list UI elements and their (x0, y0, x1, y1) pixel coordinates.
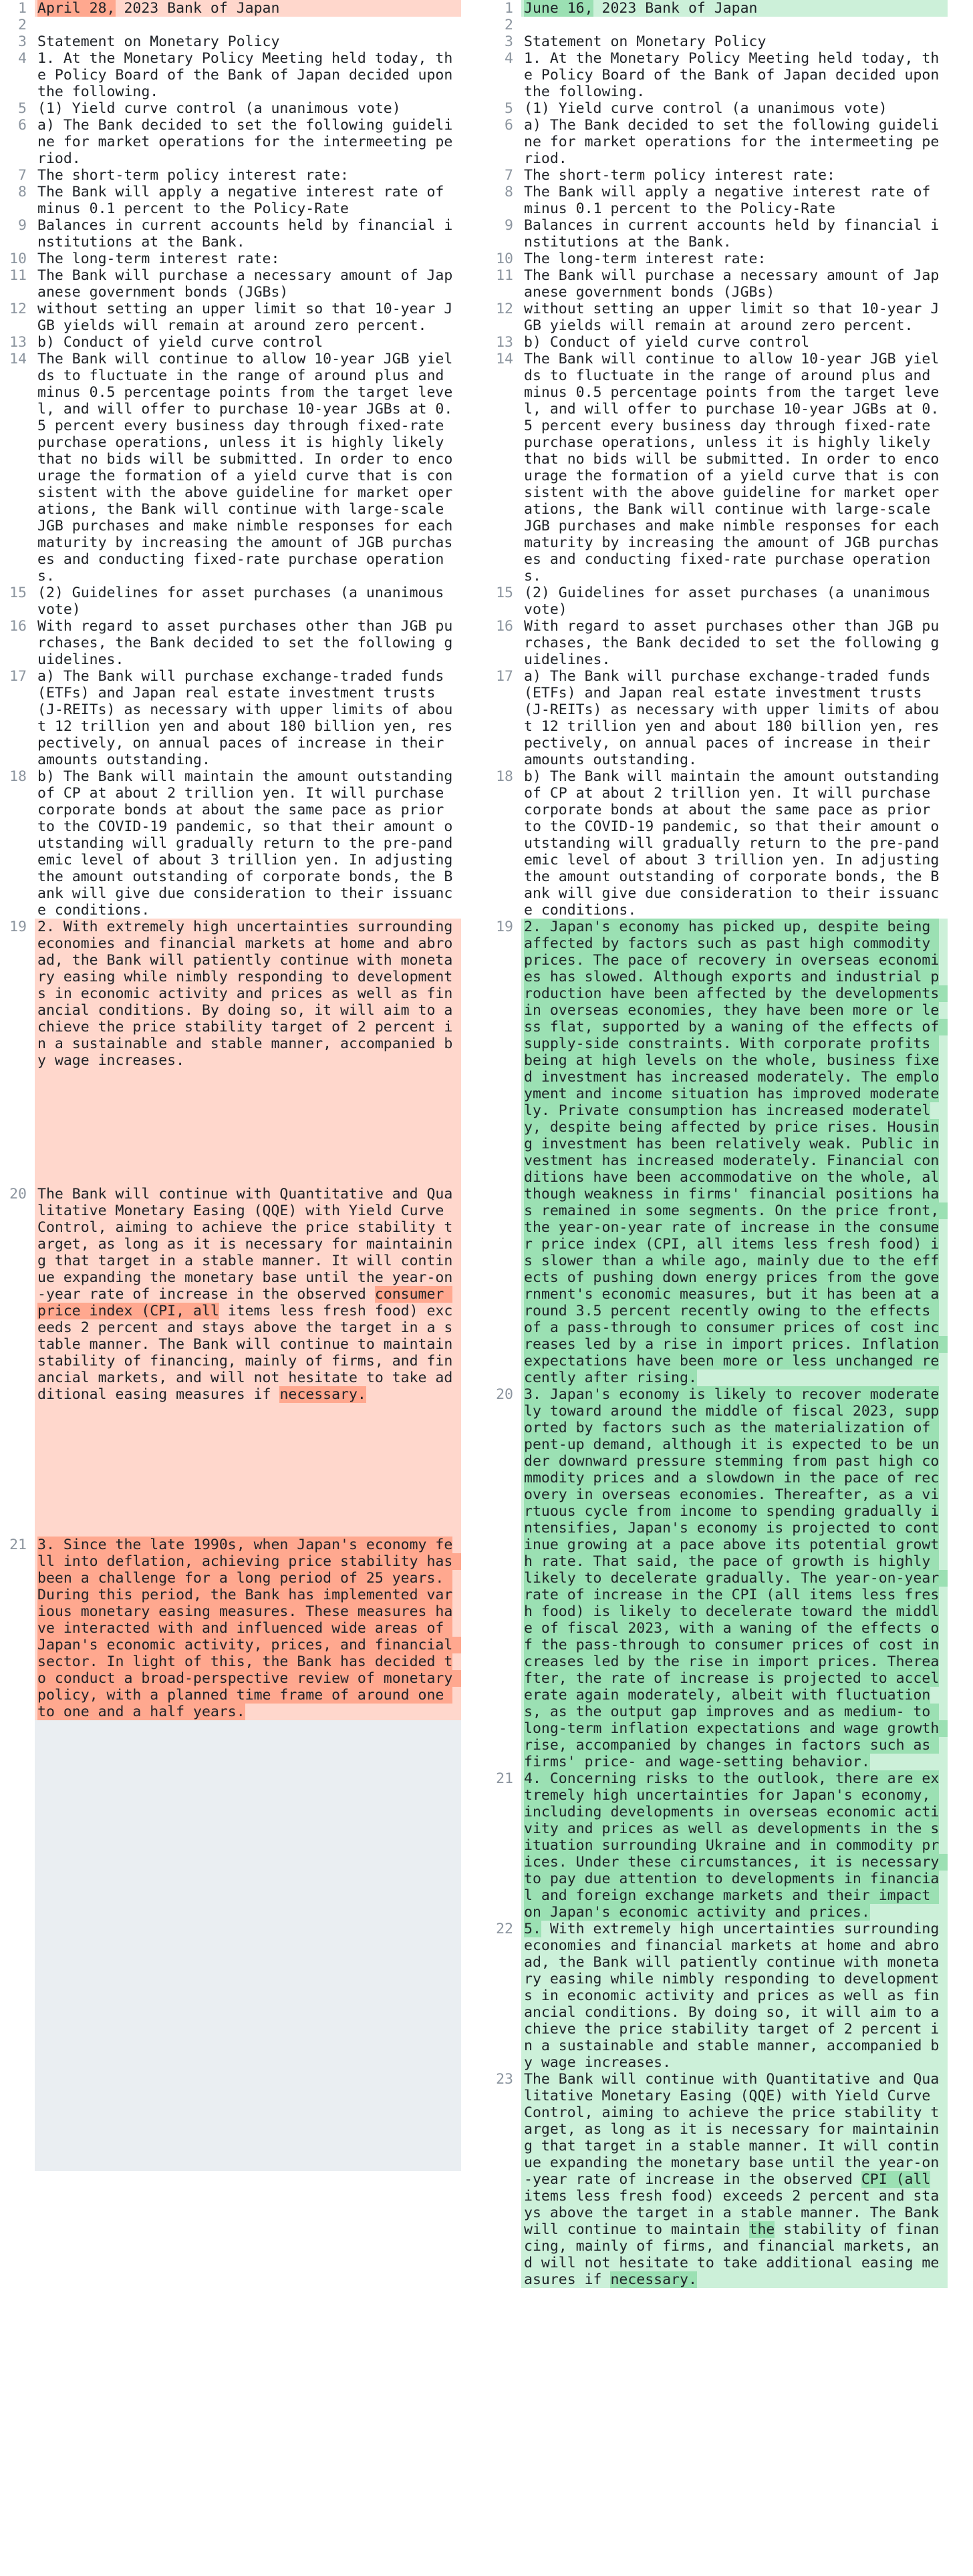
text-segment: b) The Bank will maintain the amount outstanding of CP at about 2 trillion yen. It will purchase corporate bonds at about the same pace as prior to the COVID-19 pandemic, so that their amount outstanding will gradually return to the pre-pandemic level of about 3 trillion yen. In adjusting the amount outstanding of corporate bonds, the Bank will give due consideration to their issuance conditions. (524, 768, 948, 919)
line-text (35, 50, 461, 100)
line-number: 20 (9, 1186, 27, 1202)
line-text (521, 267, 948, 301)
line-text (521, 100, 948, 117)
line-text (35, 267, 461, 301)
text-segment: Balances in current accounts held by financial institutions at the Bank. (524, 217, 940, 251)
line-number: 22 (496, 1921, 513, 1937)
diff-row (486, 117, 973, 167)
line-number: 19 (496, 919, 513, 935)
diff-row (486, 267, 973, 301)
diff-row (486, 2071, 973, 2288)
line-text (35, 768, 461, 919)
text-segment: Statement on Monetary Policy (37, 33, 280, 50)
line-number: 4 (505, 50, 513, 67)
text-segment: (1) Yield curve control (a unanimous vote) (524, 100, 887, 117)
diff-row (486, 1386, 973, 1770)
line-number: 17 (496, 668, 513, 685)
text-segment: The Bank will apply a negative interest rate of minus 0.1 percent to the Policy-Rate (524, 184, 940, 217)
changed-text: 3. Japan's economy is likely to recover moderately toward around the middle of fiscal 2023, supported by factors such as the materialization of pent-up demand, although it is expected to be under downward pressure stemming from past high commodity prices and a slowdown in the pace of recovery in overseas economies. Thereafter, as a virtuous cycle from income to spending gradually intensifies, Japan's economy is projected to continue growing at a pace above its potential growth rate. That said, the pace of growth is highly likely to decelerate gradually. The year-on-year rate of increase in the CPI (all items less fresh food) is likely to decelerate toward the middle of fiscal 2023, with a waning of the effects of the pass-through to consumer prices of cost increases led by the rise in import prices. Thereafter, the rate of increase is projected to accelerate again moderately, albeit with fluctuations, as the output gap improves and as medium- to long-term inflation expectations and wage growth rise, accompanied by changes in factors such as firms' price- and wage-setting behavior. (524, 1386, 948, 1770)
line-text (35, 184, 461, 217)
changed-text: 4. Concerning risks to the outlook, there are extremely high uncertainties for Japan's economy, including developments in overseas economic activity and prices as well as developments in the situation surrounding Ukraine and in commodity prices. Under these circumstances, it is necessary to pay due attention to developments in financial and foreign exchange markets and their impact on Japan's economic activity and prices. (524, 1770, 948, 1921)
text-segment: 2023 Bank of Japan (115, 0, 280, 17)
deleted-line (35, 1537, 461, 1720)
line-number: 14 (9, 351, 27, 367)
diff-row (0, 768, 486, 919)
diff-row (0, 117, 486, 167)
diff-row (486, 167, 973, 184)
diff-row (486, 33, 973, 50)
diff-row (486, 301, 973, 334)
line-text (521, 768, 948, 919)
text-segment: 2. With extremely high uncertainties surrounding economies and financial markets at home and abroad, the Bank will patiently continue with monetary easing while nimbly responding to developments in economic activity and prices as well as financial conditions. By doing so, it will aim to achieve the price stability target of 2 percent in a sustainable and stable manner, accompanied by wage increases. (37, 919, 462, 1069)
line-number: 18 (9, 768, 27, 785)
line-text (521, 117, 948, 167)
text-segment: Statement on Monetary Policy (524, 33, 767, 50)
line-number: 21 (496, 1770, 513, 1787)
diff-row (486, 618, 973, 668)
line-number: 16 (496, 618, 513, 635)
diff-row (486, 919, 973, 1386)
diff-row (0, 167, 486, 184)
text-segment: without setting an upper limit so that 10-year JGB yields will remain at around zero percent. (37, 301, 453, 334)
text-segment: without setting an upper limit so that 10-year JGB yields will remain at around zero percent. (524, 301, 940, 334)
diff-row (0, 17, 486, 33)
line-number: 8 (18, 184, 27, 200)
deleted-line (35, 919, 461, 1186)
text-segment: The Bank will continue to allow 10-year JGB yields to fluctuate in the range of around plus and minus 0.5 percentage points from the target level, and will offer to purchase 10-year JGBs at 0.5 percent every business day through fixed-rate purchase operations, unless it is highly likely that no bids will be submitted. In order to encourage the formation of a yield curve that is consistent with the above guideline for market operations, the Bank will continue with large-scale JGB purchases and make nimble responses for each maturity by increasing the amount of JGB purchases and conducting fixed-rate purchase operations. (524, 351, 948, 585)
line-number: 1 (505, 0, 513, 17)
diff-row (486, 351, 973, 585)
line-number: 20 (496, 1386, 513, 1403)
line-number: 19 (9, 919, 27, 935)
line-number: 13 (9, 334, 27, 351)
diff-row (486, 768, 973, 919)
deleted-line (35, 1186, 461, 1537)
diff-row (0, 919, 486, 1186)
diff-row (0, 184, 486, 217)
line-number: 18 (496, 768, 513, 785)
line-number: 10 (9, 251, 27, 267)
text-segment: Balances in current accounts held by financial institutions at the Bank. (37, 217, 453, 251)
text-segment: b) The Bank will maintain the amount outstanding of CP at about 2 trillion yen. It will purchase corporate bonds at about the same pace as prior to the COVID-19 pandemic, so that their amount outstanding will gradually return to the pre-pandemic level of about 3 trillion yen. In adjusting the amount outstanding of corporate bonds, the Bank will give due consideration to their issuance conditions. (37, 768, 462, 919)
line-text (35, 618, 461, 668)
diff-row (0, 33, 486, 50)
line-number: 10 (496, 251, 513, 267)
text-segment: The Bank will continue with Quantitative and Qualitative Monetary Easing (QQE) with Yield Curve Control, aiming to achieve the price stability target, as long as it is necessary for maintaining that target in a stable manner. It will continue expanding the monetary base until the year-on-year rate of increase in the observed (37, 1186, 453, 1303)
line-number: 2 (18, 17, 27, 33)
text-segment: a) The Bank will purchase exchange-traded funds (ETFs) and Japan real estate investment trusts (J-REITs) as necessary with upper limits of about 12 trillion yen and about 180 billion yen, respectively, on annual paces of increase in their amounts outstanding. (524, 668, 940, 768)
diff-row (486, 100, 973, 117)
line-number: 5 (505, 100, 513, 117)
line-text (521, 17, 948, 33)
changed-text: 2. Japan's economy has picked up, despite being affected by factors such as past high commodity prices. The pace of recovery in overseas economies has slowed. Although exports and industrial production have been affected by the developments in overseas economies, they have been more or less flat, supported by a waning of the effects of supply-side constraints. With corporate profits being at high levels on the whole, business fixed investment has increased moderately. The employment and income situation has improved moderately. Private consumption has increased moderately, despite being affected by price rises. Housing investment has been relatively weak. Public investment has increased moderately. Financial conditions have been accommodative on the whole, although weakness in firms' financial positions has remained in some segments. On the price front, the year-on-year rate of increase in the consumer price index (CPI, all items less fresh food) is slower than a while ago, mainly due to the effects of pushing down energy prices from the government's economic measures, but it has been at around 3.5 percent recently owing to the effects of a pass-through to consumer prices of cost increases led by a rise in import prices. Inflation expectations have been more or less unchanged recently after rising. (524, 919, 948, 1386)
text-segment: The Bank will continue with Quantitative and Qualitative Monetary Easing (QQE) with Yield Curve Control, aiming to achieve the price stability target, as long as it is necessary for maintaining that target in a stable manner. It will continue expanding the monetary base until the year-on-year rate of increase in the observed (524, 2071, 940, 2188)
line-number: 17 (9, 668, 27, 685)
line-text (521, 351, 948, 585)
text-segment: a) The Bank decided to set the following guideline for market operations for the intermeeting period. (37, 117, 453, 167)
diff-row (0, 301, 486, 334)
text-segment: b) Conduct of yield curve control (524, 334, 810, 351)
changed-text: the (748, 2221, 775, 2238)
line-number (0, 1720, 35, 2171)
text-segment: a) The Bank will purchase exchange-traded funds (ETFs) and Japan real estate investment trusts (J-REITs) as necessary with upper limits of about 12 trillion yen and about 180 billion yen, respectively, on annual paces of increase in their amounts outstanding. (37, 668, 453, 768)
text-segment: (2) Guidelines for asset purchases (a unanimous vote) (37, 585, 453, 618)
text-segment: The Bank will apply a negative interest rate of minus 0.1 percent to the Policy-Rate (37, 184, 453, 217)
added-line (521, 1386, 948, 1770)
changed-text: June 16, (524, 0, 593, 17)
line-number: 7 (505, 167, 513, 184)
line-number: 15 (496, 585, 513, 601)
text-segment: The Bank will purchase a necessary amount of Japanese government bonds (JGBs) (524, 267, 940, 301)
line-text (521, 251, 948, 267)
line-number: 12 (496, 301, 513, 317)
line-number: 5 (18, 100, 27, 117)
diff-row (0, 1186, 486, 1537)
text-segment: items less fresh food) exceeds 2 percent and stays above the target in a stable manner. The Bank will continue to maintain stability of financing, mainly of firms, and financial markets, and will not hesitate to take additional easing measures if (37, 1303, 462, 1403)
line-text (521, 184, 948, 217)
diff-row (0, 251, 486, 267)
diff-row (0, 668, 486, 768)
added-line (521, 919, 948, 1386)
diff-row (486, 668, 973, 768)
changed-text: consumer price index (CPI, all (37, 1286, 453, 1319)
line-text (35, 167, 461, 184)
text-segment: The Bank will purchase a necessary amount of Japanese government bonds (JGBs) (37, 267, 453, 301)
diff-row (0, 334, 486, 351)
line-text (35, 100, 461, 117)
line-text (35, 668, 461, 768)
diff-row (0, 585, 486, 618)
text-segment: With regard to asset purchases other than JGB purchases, the Bank decided to set the following guidelines. (37, 618, 453, 668)
line-number: 3 (505, 33, 513, 50)
text-segment: The short-term policy interest rate: (37, 167, 349, 184)
line-number: 12 (9, 301, 27, 317)
text-segment: 1. At the Monetary Policy Meeting held today, the Policy Board of the Bank of Japan decided upon the following. (37, 50, 462, 100)
line-number: 6 (18, 117, 27, 134)
diff-row (486, 334, 973, 351)
diff-row (0, 267, 486, 301)
diff-row (486, 0, 973, 17)
changed-text: CPI (all (861, 2171, 931, 2188)
line-text (35, 17, 461, 33)
text-segment: With extremely high uncertainties surrounding economies and financial markets at home and abroad, the Bank will patiently continue with monetary easing while nimbly responding to developments in economic activity and prices as well as financial conditions. By doing so, it will aim to achieve the price stability target of 2 percent in a sustainable and stable manner, accompanied by wage increases. (524, 1921, 948, 2071)
diff-row (486, 217, 973, 251)
text-segment: 2023 Bank of Japan (593, 0, 758, 17)
line-number: 1 (18, 0, 27, 17)
empty-filler-row (0, 1720, 486, 2171)
diff-row (0, 100, 486, 117)
line-number: 8 (505, 184, 513, 200)
diff-row (0, 351, 486, 585)
text-segment: a) The Bank decided to set the following guideline for market operations for the intermeeting period. (524, 117, 940, 167)
changed-text: April 28, (37, 0, 116, 17)
line-text (521, 301, 948, 334)
diff-row (0, 217, 486, 251)
deleted-line (35, 0, 461, 17)
added-line (521, 1921, 948, 2071)
text-segment: (2) Guidelines for asset purchases (a unanimous vote) (524, 585, 940, 618)
line-number: 9 (505, 217, 513, 234)
line-text (521, 334, 948, 351)
line-text (35, 301, 461, 334)
line-number: 9 (18, 217, 27, 234)
line-text (521, 50, 948, 100)
text-segment: stability of financing, mainly of firms, and financial markets, and will not hesitate to take additional easing measures if (524, 2221, 940, 2288)
line-number: 6 (505, 117, 513, 134)
line-text (521, 668, 948, 768)
line-text (521, 585, 948, 618)
line-text (521, 33, 948, 50)
diff-row (0, 618, 486, 668)
text-segment: With regard to asset purchases other than JGB purchases, the Bank decided to set the following guidelines. (524, 618, 940, 668)
line-number: 14 (496, 351, 513, 367)
line-text (35, 251, 461, 267)
line-text (35, 217, 461, 251)
diff-row (486, 585, 973, 618)
line-number: 23 (496, 2071, 513, 2088)
added-line (521, 1770, 948, 1921)
line-text (35, 33, 461, 50)
diff-row (486, 50, 973, 100)
line-text (521, 217, 948, 251)
line-number: 16 (9, 618, 27, 635)
line-text (521, 618, 948, 668)
diff-row (486, 1921, 973, 2071)
line-text (35, 117, 461, 167)
line-number: 21 (9, 1537, 27, 1553)
diff-row (486, 251, 973, 267)
filler-block (35, 1720, 461, 2171)
diff-pane-original (0, 0, 486, 2288)
line-text (35, 585, 461, 618)
changed-text: 3. Since the late 1990s, when Japan's economy fell into deflation, achieving price stability has been a challenge for a long period of 25 years. During this period, the Bank has implemented various monetary easing measures. These measures have interacted with and influenced wide areas of Japan's economic activity, prices, and financial sector. In light of this, the Bank has decided to conduct a broad-perspective review of monetary policy, with a planned time frame of around one to one and a half years. (37, 1537, 462, 1720)
diff-row (0, 1537, 486, 1720)
diff-row (0, 50, 486, 100)
line-number: 3 (18, 33, 27, 50)
added-line (521, 2071, 948, 2288)
line-number: 13 (496, 334, 513, 351)
line-text (35, 334, 461, 351)
line-number: 15 (9, 585, 27, 601)
line-text (521, 167, 948, 184)
diff-row (0, 0, 486, 17)
changed-text: necessary. (610, 2271, 697, 2288)
diff-row (486, 184, 973, 217)
line-number: 11 (496, 267, 513, 284)
text-segment: (1) Yield curve control (a unanimous vote) (37, 100, 401, 117)
line-number: 7 (18, 167, 27, 184)
diff-row (486, 1770, 973, 1921)
text-segment: items less fresh food) exceeds 2 percent and stays above the target in a stable manner. The Bank will continue to maintain (524, 2171, 948, 2238)
line-text (35, 351, 461, 585)
text-segment: The long-term interest rate: (524, 251, 767, 267)
text-segment: The short-term policy interest rate: (524, 167, 835, 184)
diff-row (486, 17, 973, 33)
text-segment: The long-term interest rate: (37, 251, 280, 267)
line-number: 11 (9, 267, 27, 284)
text-segment: b) Conduct of yield curve control (37, 334, 323, 351)
added-line (521, 0, 948, 17)
text-segment: The Bank will continue to allow 10-year JGB yields to fluctuate in the range of around plus and minus 0.5 percentage points from the target level, and will offer to purchase 10-year JGBs at 0.5 percent every business day through fixed-rate purchase operations, unless it is highly likely that no bids will be submitted. In order to encourage the formation of a yield curve that is consistent with the above guideline for market operations, the Bank will continue with large-scale JGB purchases and make nimble responses for each maturity by increasing the amount of JGB purchases and conducting fixed-rate purchase operations. (37, 351, 462, 585)
changed-text: 5. (524, 1921, 541, 1937)
line-number: 4 (18, 50, 27, 67)
line-number: 2 (505, 17, 513, 33)
changed-text: necessary. (279, 1386, 366, 1403)
diff-pane-revised (486, 0, 973, 2288)
text-segment: 1. At the Monetary Policy Meeting held today, the Policy Board of the Bank of Japan decided upon the following. (524, 50, 948, 100)
